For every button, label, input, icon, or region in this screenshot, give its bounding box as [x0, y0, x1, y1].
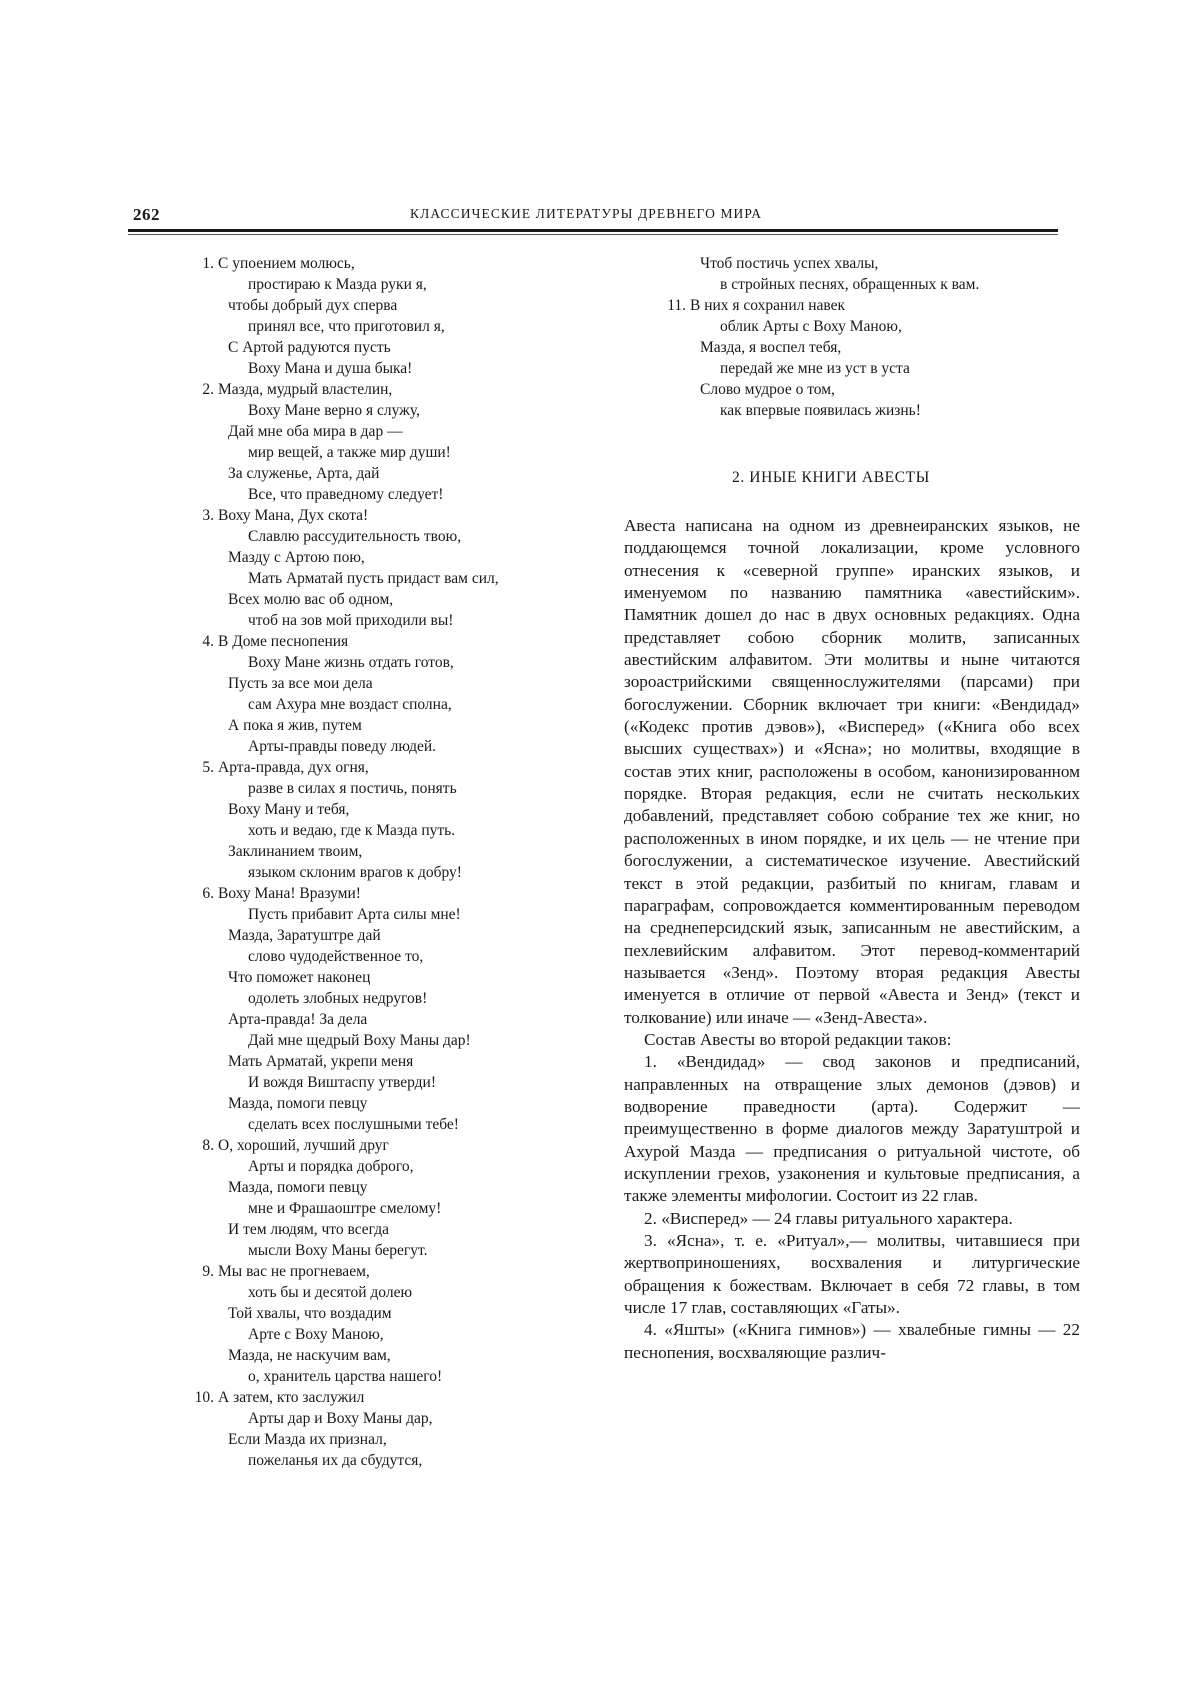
poem-line-text: А затем, кто заслужил — [218, 1389, 365, 1406]
poem-line-text: Арты и порядка доброго, — [248, 1158, 414, 1175]
poem-line-text: В Доме песнопения — [218, 633, 349, 650]
poem-line-text: Если Мазда их признал, — [228, 1431, 387, 1448]
poem-right-column — [662, 253, 1092, 421]
poem-line-text: о, хранитель царства нашего! — [248, 1368, 443, 1385]
poem-line-text: Арте с Воху Манoю, — [248, 1326, 384, 1343]
header-rule-thin — [128, 234, 1058, 235]
paragraph: 2. «Висперед» — 24 главы ритуального характера. — [644, 1208, 1013, 1228]
poem-line-text: Воху Ману и тебя, — [228, 801, 350, 818]
poem-line-text: слово чудодейственное то, — [248, 948, 424, 965]
poem-line — [190, 862, 620, 883]
poem-line-text: языком склоним врагов к добру! — [248, 864, 462, 881]
poem-line — [190, 379, 620, 400]
poem-line — [190, 274, 620, 295]
poem-line-text: простираю к Мазда руки я, — [248, 276, 427, 293]
poem-line — [190, 715, 620, 736]
poem-line-text: одолеть злобных недругов! — [248, 990, 428, 1007]
poem-line-text: Арта-правда, дух огня, — [218, 759, 369, 776]
poem-line-text: С Артой радуются пусть — [228, 339, 391, 356]
poem-line — [190, 1345, 620, 1366]
poem-line-text: Мазда, мудрый властелин, — [218, 381, 393, 398]
poem-line-text: За служенье, Арта, дай — [228, 465, 380, 482]
stanza-number: 9. — [202, 1263, 214, 1280]
poem-line — [190, 463, 620, 484]
poem-line — [190, 967, 620, 988]
poem-line-text: хоть и ведаю, где к Мазда путь. — [248, 822, 456, 839]
poem-line — [190, 547, 620, 568]
poem-line — [190, 526, 620, 547]
poem-line-text: Мать Арматай, укрепи меня — [228, 1053, 414, 1070]
poem-line — [190, 1219, 620, 1240]
paragraph: Состав Авесты во второй редакции таков: — [644, 1029, 952, 1049]
poem-line-text: А пока я жив, путем — [228, 717, 362, 734]
poem-line — [190, 988, 620, 1009]
poem-line-text: Той хвалы, что воздадим — [228, 1305, 392, 1322]
stanza-number: 1. — [202, 255, 214, 272]
poem-line-text: Слово мудрое о том, — [700, 381, 835, 398]
poem-line-text: Воху Мана и душа быка! — [248, 360, 413, 377]
poem-line-text: пожеланья их да сбудутся, — [248, 1452, 423, 1469]
poem-line — [190, 1387, 620, 1408]
poem-left-column — [190, 253, 620, 1471]
stanza-number: 6. — [202, 885, 214, 902]
poem-line — [190, 820, 620, 841]
poem-line — [190, 904, 620, 925]
poem-line — [662, 358, 1092, 379]
poem-line-text: В них я сохранил навек — [690, 297, 846, 314]
poem-line — [190, 1009, 620, 1030]
poem-line-text: Славлю рассудительность твою, — [248, 528, 462, 545]
poem-line-text: Пусть прибавит Арта силы мне! — [248, 906, 461, 923]
poem-line — [190, 610, 620, 631]
poem-line — [190, 1072, 620, 1093]
poem-line — [190, 925, 620, 946]
poem-line-text: Что поможет наконец — [228, 969, 371, 986]
poem-line — [190, 757, 620, 778]
poem-line-text: Мазда, я воспел тебя, — [700, 339, 842, 356]
poem-line-text: чтоб на зов мой приходили вы! — [248, 612, 454, 629]
poem-line — [190, 1408, 620, 1429]
poem-line — [190, 442, 620, 463]
poem-line — [662, 295, 1092, 316]
poem-line — [662, 337, 1092, 358]
poem-line-text: И тем людям, что всегда — [228, 1221, 390, 1238]
poem-line-text: Арты дар и Воху Маны дар, — [248, 1410, 433, 1427]
poem-line — [662, 274, 1092, 295]
poem-line — [190, 1366, 620, 1387]
poem-line-text: О, хороший, лучший друг — [218, 1137, 389, 1154]
poem-line — [190, 505, 620, 526]
poem-line — [662, 316, 1092, 337]
poem-line — [190, 694, 620, 715]
poem-line — [190, 589, 620, 610]
poem-line — [190, 1240, 620, 1261]
poem-line-text: Пусть за все мои дела — [228, 675, 373, 692]
poem-line — [190, 568, 620, 589]
poem-line-text: облик Арты с Воху Манoю, — [720, 318, 902, 335]
poem-line-text: Все, что праведному следует! — [248, 486, 444, 503]
poem-line-text: Воху Мане верно я служу, — [248, 402, 420, 419]
poem-line-text: мысли Воху Маны берегут. — [248, 1242, 428, 1259]
poem-line-text: Арты-правды поведу людей. — [248, 738, 437, 755]
poem-line-text: сделать всех послушными тебе! — [248, 1116, 459, 1133]
poem-line — [190, 946, 620, 967]
poem-line — [662, 379, 1092, 400]
poem-line-text: мир вещей, а также мир души! — [248, 444, 451, 461]
section-title: 2. ИНЫЕ КНИГИ АВЕСТЫ — [732, 469, 930, 486]
poem-line — [190, 1429, 620, 1450]
poem-line — [190, 400, 620, 421]
poem-line — [190, 484, 620, 505]
poem-line-text: хоть бы и десятой долею — [248, 1284, 413, 1301]
poem-line-text: сам Ахура мне воздаст сполна, — [248, 696, 452, 713]
poem-line-text: И вождя Виштаспу утверди! — [248, 1074, 436, 1091]
poem-line — [190, 652, 620, 673]
poem-line-text: Воху Мана, Дух скота! — [218, 507, 369, 524]
stanza-number: 5. — [202, 759, 214, 776]
poem-line-text: Чтоб постичь успех хвалы, — [700, 255, 879, 272]
poem-line-text: мне и Фрашаоштре смелому! — [248, 1200, 442, 1217]
poem-line-text: в стройных песнях, обращенных к вам. — [720, 276, 980, 293]
poem-line — [190, 1303, 620, 1324]
poem-line — [190, 1093, 620, 1114]
poem-line-text: Дай мне оба мира в дар — — [228, 423, 403, 440]
poem-line-text: Всех молю вас об одном, — [228, 591, 394, 608]
prose-column — [624, 515, 1080, 1364]
stanza-number: 10. — [194, 1389, 214, 1406]
poem-line-text: как впервые появилась жизнь! — [720, 402, 921, 419]
poem-line-text: передай же мне из уст в уста — [720, 360, 910, 377]
stanza-number: 2. — [202, 381, 214, 398]
poem-line — [190, 358, 620, 379]
poem-line-text: Мазда, не наскучим вам, — [228, 1347, 391, 1364]
poem-line — [190, 736, 620, 757]
poem-line — [662, 253, 1092, 274]
poem-line-text: Мать Арматай пусть придаст вам сил, — [248, 570, 499, 587]
page-number: 262 — [133, 205, 160, 224]
stanza-number: 3. — [202, 507, 214, 524]
poem-line — [190, 421, 620, 442]
poem-line — [662, 400, 1092, 421]
poem-line-text: разве в силах я постичь, понять — [248, 780, 457, 797]
poem-line — [190, 799, 620, 820]
poem-line-text: Арта-правда! За дела — [228, 1011, 368, 1028]
stanza-number: 8. — [202, 1137, 214, 1154]
poem-line — [190, 883, 620, 904]
poem-line — [190, 1450, 620, 1471]
paragraph: Авеста написана на одном из древнеиранских языков, не поддающемся точной локализации, кроме условного отнесения к «северной группе» иранских языков, и именуемом по названию памятника «авестийским». Памятник дошел до нас в двух основных редакциях. Одна представляет собою сборник молитв, записанных авестийским алфавитом. Эти молитвы и ныне читаются зороастрийскими священнослужителями (парсами) при богослужении. Сборник включает три книги: «Вендидад» («Кодекс против дэвов»), «Висперед» («Книга обо всех высших существах») и «Ясна»; но молитвы, входящие в состав этих книг, расположены в особом, канонизированном порядке. Вторая редакция, если не считать нескольких добавлений, представляет собою собрание тех же книг, но расположенных в ином порядке, и их цель — не чтение при богослужении, а систематическое изучение. Авестийский текст в этой редакции, разбитый по книгам, главам и параграфам, сопровождается комментированным переводом на среднеперсидский язык, записанным не авестийским, а пехлевийским алфавитом. Этот перевод-комментарий называется «Зенд». Поэтому вторая редакция Авесты именуется в отличие от первой «Авеста и Зенд» (текст и толкование) или иначе — «Зенд-Авеста». — [624, 516, 1080, 1027]
poem-line — [190, 1177, 620, 1198]
poem-line — [190, 1156, 620, 1177]
poem-line-text: принял все, что приготовил я, — [248, 318, 445, 335]
poem-line — [190, 1135, 620, 1156]
poem-line-text: Воху Мане жизнь отдать готов, — [248, 654, 454, 671]
poem-line — [190, 253, 620, 274]
poem-line — [190, 631, 620, 652]
poem-line — [190, 337, 620, 358]
poem-line — [190, 1324, 620, 1345]
poem-line-text: Мазда, помоги певцу — [228, 1095, 368, 1112]
poem-line-text: Мазду с Артою пою, — [228, 549, 365, 566]
poem-line — [190, 1030, 620, 1051]
poem-line — [190, 841, 620, 862]
poem-line — [190, 1261, 620, 1282]
poem-line — [190, 1051, 620, 1072]
poem-line — [190, 1282, 620, 1303]
header-rule — [128, 229, 1058, 232]
paragraph: 1. «Вендидад» — свод законов и предписаний, направленных на отвращение злых демонов (дэвов) и водворение праведности (арта). Содержит — преимущественно в форме диалогов между Заратуштрой и Ахурой Мазда — предписания о ритуальной чистоте, об искуплении грехов, узаконения и культовые предписания, а также элементы мифологии. Состоит из 22 глав. — [624, 1052, 1080, 1206]
poem-line-text: Мазда, помоги певцу — [228, 1179, 368, 1196]
poem-line-text: Мы вас не прогневаем, — [218, 1263, 370, 1280]
poem-line — [190, 316, 620, 337]
paragraph: 4. «Яшты» («Книга гимнов») — хвалебные гимны — 22 песнопения, восхваляющие различ- — [624, 1320, 1080, 1362]
poem-line-text: чтобы добрый дух сперва — [228, 297, 398, 314]
poem-line-text: Воху Мана! Вразуми! — [218, 885, 361, 902]
poem-line — [190, 1114, 620, 1135]
poem-line-text: С упоением молюсь, — [218, 255, 355, 272]
poem-line — [190, 295, 620, 316]
stanza-number: 11. — [667, 297, 686, 314]
poem-line-text: Мазда, Заратуштре дай — [228, 927, 381, 944]
poem-line-text: Заклинанием твоим, — [228, 843, 363, 860]
poem-line — [190, 673, 620, 694]
running-head: КЛАССИЧЕСКИЕ ЛИТЕРАТУРЫ ДРЕВНЕГО МИРА — [410, 206, 763, 221]
poem-line — [190, 1198, 620, 1219]
poem-line — [190, 778, 620, 799]
poem-line-text: Дай мне щедрый Воху Маны дар! — [248, 1032, 471, 1049]
stanza-number: 4. — [202, 633, 214, 650]
paragraph: 3. «Ясна», т. е. «Ритуал»,— молитвы, читавшиеся при жертвоприношениях, восхваления и литургические обращения к божествам. Включает в себя 72 главы, в том числе 17 глав, составляющих «Гаты». — [624, 1231, 1080, 1318]
